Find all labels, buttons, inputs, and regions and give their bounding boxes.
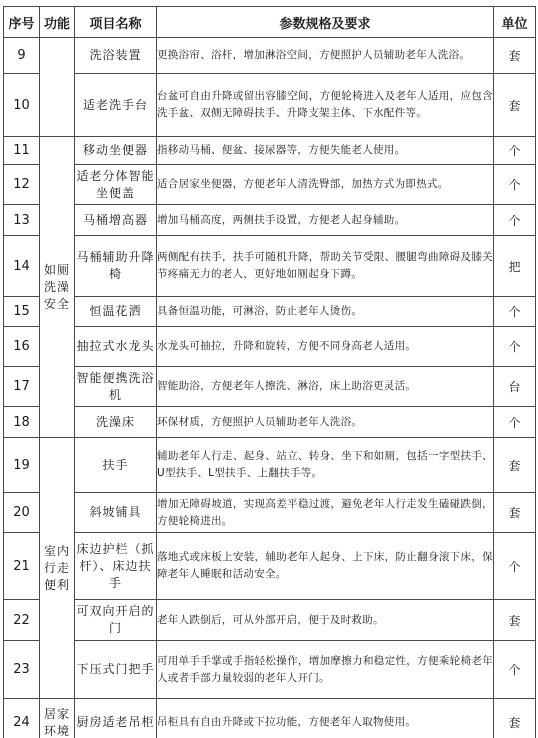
row-no: 22 xyxy=(4,600,40,641)
row-no: 11 xyxy=(4,137,40,165)
table-row xyxy=(4,407,536,438)
header-item-name: 项目名称 xyxy=(75,7,157,38)
item-unit: 个 xyxy=(494,641,536,699)
item-spec: 更换浴帘、浴杆，增加淋浴空间，方便照护人员辅助老年人洗浴。 xyxy=(157,38,494,74)
table-row xyxy=(4,438,536,493)
item-name: 床边护栏（抓杆）、床边扶手 xyxy=(75,533,157,600)
item-spec: 辅助老年人行走、起身、站立、转身、坐下和如厕，包括一字型扶手、U型扶手、L型扶手、上翻扶手等。 xyxy=(157,438,494,493)
spec-table xyxy=(3,6,536,738)
item-name: 恒温花洒 xyxy=(75,297,157,327)
table-row xyxy=(4,205,536,236)
item-spec: 吊柜具有自由升降或下拉功能，方便老年人取物使用。 xyxy=(157,699,494,738)
item-name: 下压式门把手 xyxy=(75,641,157,699)
table-row xyxy=(4,533,536,600)
item-spec: 具备恒温功能，可淋浴，防止老年人烫伤。 xyxy=(157,297,494,327)
item-unit: 个 xyxy=(494,533,536,600)
item-name: 移动坐便器 xyxy=(75,137,157,165)
item-spec: 水龙头可抽拉，升降和旋转，方便不同身高老人适用。 xyxy=(157,327,494,367)
function-group-toilet-bath: 如厕洗澡安全 xyxy=(40,137,75,438)
item-spec: 两侧配有扶手，扶手可随机升降，帮助关节受限、腰腿弯曲障碍及膝关节疼痛无力的老人，更好地如厕起身下蹲。 xyxy=(157,236,494,297)
item-name: 智能便携洗浴机 xyxy=(75,367,157,407)
table-row xyxy=(4,641,536,699)
row-no: 13 xyxy=(4,205,40,236)
table-row xyxy=(4,493,536,533)
item-name: 洗浴装置 xyxy=(75,38,157,74)
item-name: 斜坡铺具 xyxy=(75,493,157,533)
item-name: 洗澡床 xyxy=(75,407,157,438)
item-name: 可双向开启的门 xyxy=(75,600,157,641)
row-no: 17 xyxy=(4,367,40,407)
item-unit: 个 xyxy=(494,137,536,165)
item-unit: 把 xyxy=(494,236,536,297)
row-no: 18 xyxy=(4,407,40,438)
item-spec: 可用单手手掌或手指轻松操作，增加摩擦力和稳定性，方便乘轮椅老年人或者手部力量较弱的老年人开门。 xyxy=(157,641,494,699)
item-unit: 套 xyxy=(494,74,536,137)
function-group-home-env: 居家环境 xyxy=(40,699,75,738)
item-name: 扶手 xyxy=(75,438,157,493)
item-spec: 老年人跌倒后，可从外部开启，便于及时救助。 xyxy=(157,600,494,641)
row-no: 19 xyxy=(4,438,40,493)
row-no: 10 xyxy=(4,74,40,137)
item-unit: 套 xyxy=(494,699,536,738)
item-name: 抽拉式水龙头 xyxy=(75,327,157,367)
table-row xyxy=(4,137,536,165)
header-spec: 参数规格及要求 xyxy=(157,7,494,38)
row-no: 24 xyxy=(4,699,40,738)
table-row xyxy=(4,297,536,327)
item-unit: 个 xyxy=(494,407,536,438)
item-unit: 套 xyxy=(494,38,536,74)
item-unit: 个 xyxy=(494,205,536,236)
item-spec: 落地式或床板上安装，辅助老年人起身、上下床，防止翻身滚下床，保障老年人睡眠和活动安全。 xyxy=(157,533,494,600)
item-unit: 台 xyxy=(494,367,536,407)
item-spec: 增加马桶高度，两侧扶手设置，方便老人起身辅助。 xyxy=(157,205,494,236)
item-unit: 套 xyxy=(494,438,536,493)
item-unit: 个 xyxy=(494,327,536,367)
item-name: 马桶增高器 xyxy=(75,205,157,236)
item-name: 适老洗手台 xyxy=(75,74,157,137)
item-unit: 套 xyxy=(494,493,536,533)
item-spec: 适合居家坐便器，方便老年人清洗臀部，加热方式为即热式。 xyxy=(157,165,494,205)
item-spec: 指移动马桶、便盆、接尿器等，方便失能老人使用。 xyxy=(157,137,494,165)
row-no: 14 xyxy=(4,236,40,297)
table-row xyxy=(4,699,536,738)
row-no: 9 xyxy=(4,38,40,74)
item-name: 马桶辅助升降椅 xyxy=(75,236,157,297)
row-no: 15 xyxy=(4,297,40,327)
table-row xyxy=(4,367,536,407)
item-unit: 个 xyxy=(494,297,536,327)
row-no: 12 xyxy=(4,165,40,205)
item-spec: 智能助浴，方便老年人擦洗、淋浴，床上助浴更灵活。 xyxy=(157,367,494,407)
table-row xyxy=(4,600,536,641)
item-spec: 环保材质，方便照护人员辅助老年人洗浴。 xyxy=(157,407,494,438)
row-no: 21 xyxy=(4,533,40,600)
function-group-indoor-walking: 室内行走便利 xyxy=(40,438,75,699)
function-cell-empty xyxy=(40,38,75,137)
row-no: 16 xyxy=(4,327,40,367)
header-function: 功能 xyxy=(40,7,75,38)
item-name: 厨房适老吊柜 xyxy=(75,699,157,738)
table-row xyxy=(4,74,536,137)
item-spec: 台盆可自由升降或留出容膝空间，方便轮椅进入及老年人适用，应包含洗手盆、双侧无障碍扶手、升降支架主体、下水配件等。 xyxy=(157,74,494,137)
row-no: 20 xyxy=(4,493,40,533)
table-row xyxy=(4,38,536,74)
item-unit: 个 xyxy=(494,165,536,205)
header-row xyxy=(4,7,536,38)
header-unit: 单位 xyxy=(494,7,536,38)
item-name: 适老分体智能坐便盖 xyxy=(75,165,157,205)
table-row xyxy=(4,327,536,367)
header-no: 序号 xyxy=(4,7,40,38)
row-no: 23 xyxy=(4,641,40,699)
table-row xyxy=(4,236,536,297)
table-row xyxy=(4,165,536,205)
item-spec: 增加无障碍坡道，实现高差平稳过渡，避免老年人行走发生磕碰跌倒，方便轮椅进出。 xyxy=(157,493,494,533)
item-unit: 套 xyxy=(494,600,536,641)
